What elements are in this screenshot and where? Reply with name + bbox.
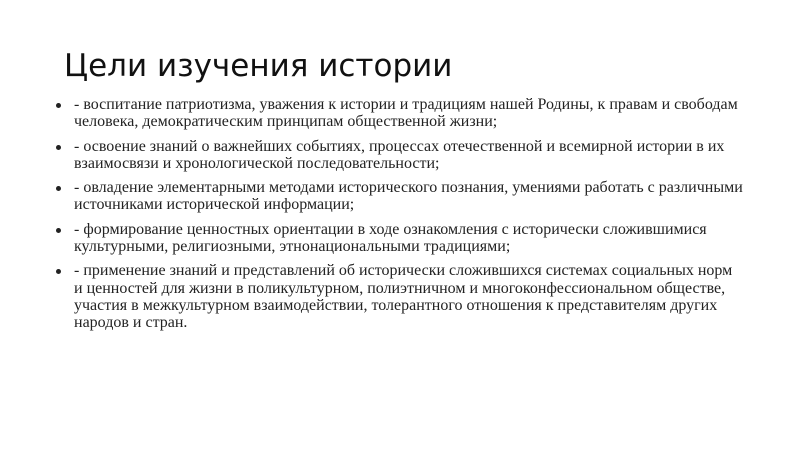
bullet-dot-icon xyxy=(56,145,61,150)
bullet-item-4 xyxy=(54,221,744,256)
bullet-dot-icon xyxy=(56,186,61,191)
bullet-text: - освоение знаний о важнейших событиях, процессах отечественной и всемирной истории в их взаимосвязи и хронологической последовательности; xyxy=(74,137,725,172)
slide-title: Цели изучения истории xyxy=(64,48,453,84)
bullet-item-3 xyxy=(54,179,744,214)
bullet-dot-icon xyxy=(56,228,61,233)
bullet-text: - применение знаний и представлений об исторически сложившихся системах социальных норм и ценностей для жизни в поликультурном, полиэтничном и многоконфессиональном обществе, участия в межкультурном взаимодействии, толерантного отношения к представителям других народов и стран. xyxy=(74,262,733,332)
bullet-list xyxy=(54,96,744,339)
bullet-dot-icon xyxy=(56,103,61,108)
bullet-dot-icon xyxy=(56,269,61,274)
bullet-item-5 xyxy=(54,262,744,331)
bullet-text: - формирование ценностных ориентации в ходе ознакомления с исторически сложившимися культурными, религиозными, этнонациональными традициями; xyxy=(74,220,707,256)
bullet-item-2 xyxy=(54,138,744,173)
bullet-item-1 xyxy=(54,96,744,131)
bullet-text: - овладение элементарными методами исторического познания, умениями работать с различными источниками исторической информации; xyxy=(74,179,743,214)
bullet-text: - воспитание патриотизма, уважения к истории и традициям нашей Родины, к правам и свободам человека, демократическим принципам общественной жизни; xyxy=(74,96,738,131)
